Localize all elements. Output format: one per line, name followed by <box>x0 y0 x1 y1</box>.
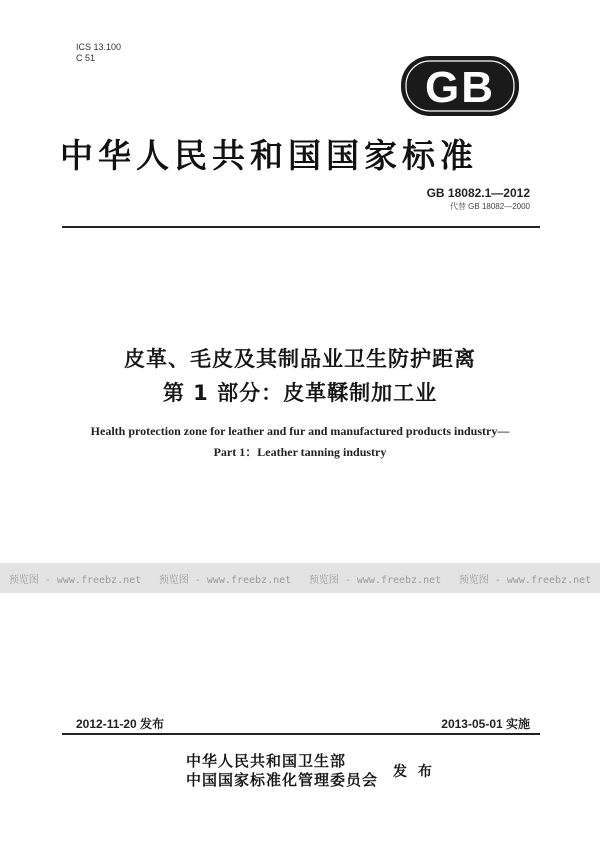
gb-logo <box>400 55 520 117</box>
replaces-standard: 代替 GB 18082—2000 <box>449 202 530 211</box>
standard-number: GB 18082.1—2012 <box>426 186 530 200</box>
watermark-band <box>0 563 600 593</box>
issue-date: 2012-11-20 发布 <box>76 717 165 731</box>
issuer-sac: 中国国家标准化管理委员会 <box>186 771 379 789</box>
document-title-cn-line1: 皮革、毛皮及其制品业卫生防护距离 <box>124 347 476 371</box>
watermark-text: 预览图 - www.freebz.net <box>158 574 292 586</box>
header-divider <box>62 226 540 228</box>
gb-logo-text: GB <box>425 63 495 112</box>
standard-title: 中华人民共和国国家标准 <box>60 136 478 175</box>
footer-divider <box>62 733 540 735</box>
watermark-text: 预览图 - www.freebz.net <box>458 574 592 586</box>
document-title-cn-line2: 第 1 部分：皮革鞣制加工业 <box>162 381 438 405</box>
ics-code: ICS 13.100 <box>76 42 122 52</box>
watermark-text: 预览图 - www.freebz.net <box>308 574 442 586</box>
classification-codes <box>76 42 121 64</box>
watermark-text: 预览图 - www.freebz.net <box>8 574 142 586</box>
ccs-code: C 51 <box>76 53 96 63</box>
document-title-en-line2: Part 1：Leather tanning industry <box>213 445 387 459</box>
issuer-ministry: 中华人民共和国卫生部 <box>186 752 347 770</box>
implementation-date: 2013-05-01 实施 <box>441 717 530 731</box>
publish-label: 发 布 <box>393 764 435 780</box>
document-title-en-line1: Health protection zone for leather and fur and manufactured products industry— <box>90 424 510 438</box>
